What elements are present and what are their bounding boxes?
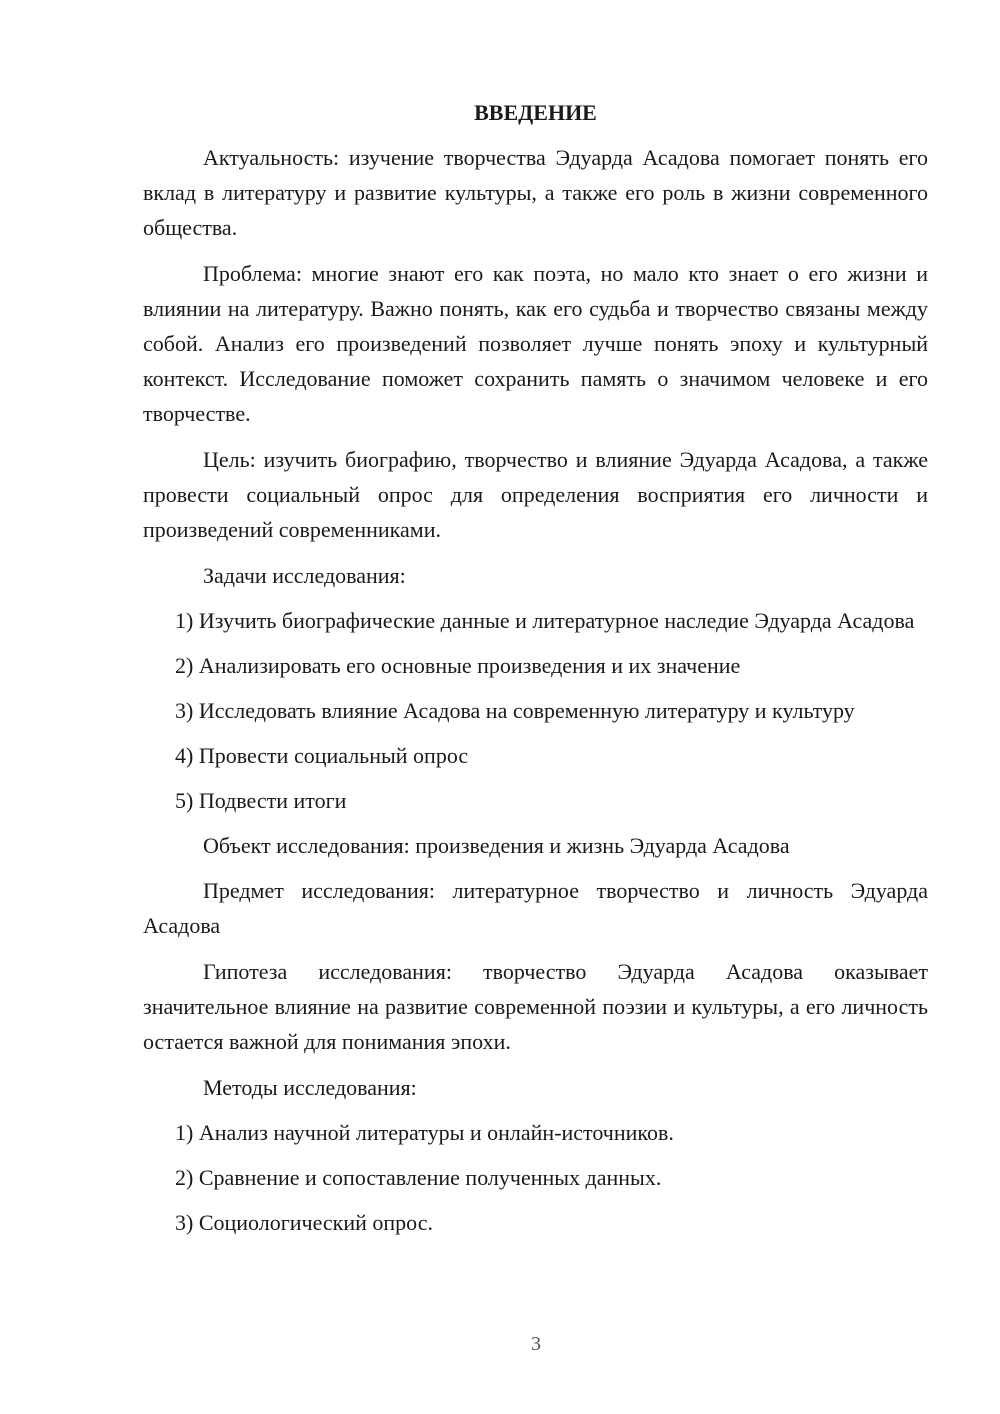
- section-title: ВВЕДЕНИЕ: [474, 100, 597, 125]
- task-item-5: 5) Подвести итоги: [175, 788, 347, 813]
- method-item-2: 2) Сравнение и сопоставление полученных данных.: [175, 1165, 662, 1190]
- task-item-4: 4) Провести социальный опрос: [175, 743, 469, 768]
- task-item-2: 2) Анализировать его основные произведения и их значение: [175, 653, 741, 678]
- page-content: [143, 96, 928, 1250]
- subject-paragraph: Предмет исследования: литературное творчество и личность Эдуарда Асадова: [143, 878, 928, 938]
- method-item-3: 3) Социологический опрос.: [175, 1210, 433, 1235]
- object-paragraph: Объект исследования: произведения и жизнь Эдуарда Асадова: [203, 833, 790, 858]
- problem-paragraph: Проблема: многие знают его как поэта, но мало кто знает о его жизни и влиянии на литературу. Важно понять, как его судьба и творчество связаны между собой. Анализ его произведений позволяет лучше понять эпоху и культурный контекст. Исследование поможет сохранить память о значимом человеке и его творчестве.: [143, 261, 928, 426]
- methods-heading: Методы исследования:: [203, 1075, 417, 1100]
- method-item-1: 1) Анализ научной литературы и онлайн-источников.: [175, 1120, 674, 1145]
- relevance-paragraph: Актуальность: изучение творчества Эдуарда Асадова помогает понять его вклад в литературу и развитие культуры, а также его роль в жизни современного общества.: [143, 145, 928, 240]
- task-item-3: 3) Исследовать влияние Асадова на современную литературу и культуру: [175, 698, 855, 723]
- task-item-1: 1) Изучить биографические данные и литературное наследие Эдуарда Асадова: [175, 608, 915, 633]
- hypothesis-paragraph: Гипотеза исследования: творчество Эдуарда Асадова оказывает значительное влияние на развитие современной поэзии и культуры, а его личность остается важной для понимания эпохи.: [143, 959, 928, 1054]
- goal-paragraph: Цель: изучить биографию, творчество и влияние Эдуарда Асадова, а также провести социальный опрос для определения восприятия его личности и произведений современниками.: [143, 447, 928, 542]
- page-number: 3: [531, 1333, 541, 1355]
- tasks-heading: Задачи исследования:: [203, 563, 406, 588]
